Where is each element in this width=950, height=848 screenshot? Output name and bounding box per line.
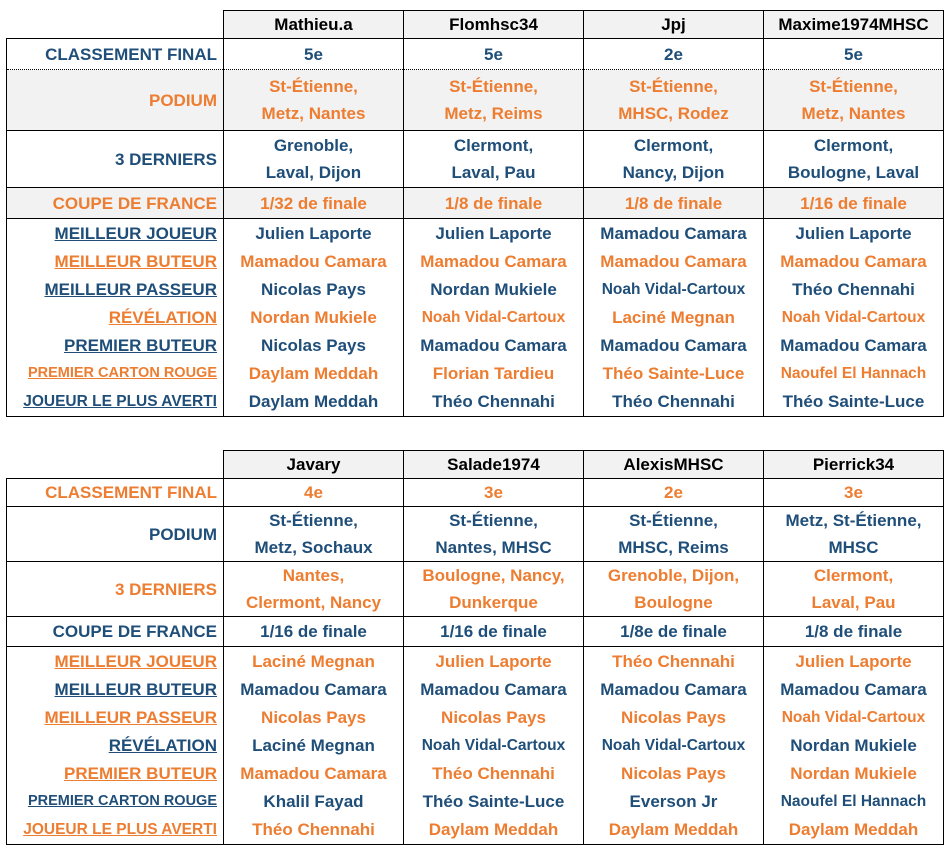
cell: Théo Chennahi — [404, 388, 584, 417]
cell: Mamadou Camara — [404, 332, 584, 360]
cell-line: Boulogne, Nancy, — [422, 566, 565, 585]
cell — [224, 70, 404, 131]
cell: Théo Chennahi — [404, 760, 584, 788]
cell: Daylam Meddah — [764, 816, 944, 845]
cell: 3e — [764, 479, 944, 507]
cell: Mamadou Camara — [764, 676, 944, 704]
cell: Noah Vidal-Cartoux — [404, 732, 584, 760]
cell: Everson Jr — [584, 788, 764, 816]
cell: Nordan Mukiele — [764, 732, 944, 760]
cell: Théo Sainte-Luce — [584, 360, 764, 388]
row-label: PODIUM — [7, 70, 224, 131]
cell: Théo Chennahi — [764, 276, 944, 304]
cell: Daylam Meddah — [224, 388, 404, 417]
cell — [764, 70, 944, 131]
row-label: MEILLEUR JOUEUR — [7, 647, 224, 676]
row-revelation — [7, 304, 944, 332]
cell: Nicolas Pays — [404, 704, 584, 732]
cell — [764, 131, 944, 188]
row-coupe — [7, 188, 944, 219]
cell-line: Metz, Sochaux — [254, 538, 373, 557]
cell: 4e — [224, 479, 404, 507]
cell-line: Nantes, — [282, 566, 345, 585]
cell: Julien Laporte — [404, 219, 584, 248]
row-premier-carton-rouge — [7, 788, 944, 816]
row-coupe — [7, 617, 944, 647]
row-label: JOUEUR LE PLUS AVERTI — [7, 816, 224, 845]
row-classement — [7, 479, 944, 507]
cell-line: Grenoble, — [273, 136, 354, 155]
cell: 1/16 de finale — [404, 617, 584, 647]
cell — [584, 507, 764, 562]
cell: Daylam Meddah — [404, 816, 584, 845]
cell: Mamadou Camara — [584, 676, 764, 704]
cell: Théo Sainte-Luce — [764, 388, 944, 417]
cell — [764, 507, 944, 562]
row-label: PREMIER CARTON ROUGE — [7, 788, 224, 816]
row-label: MEILLEUR PASSEUR — [7, 704, 224, 732]
cell: Julien Laporte — [764, 219, 944, 248]
cell: Mamadou Camara — [764, 332, 944, 360]
cell: Noah Vidal-Cartoux — [764, 304, 944, 332]
corner-cell — [7, 11, 224, 39]
cell: 2e — [584, 39, 764, 70]
cell-line: St-Étienne, — [269, 511, 358, 530]
row-podium — [7, 507, 944, 562]
cell: Mamadou Camara — [584, 248, 764, 276]
player-name: Mathieu.a — [224, 11, 404, 39]
cell: Mamadou Camara — [404, 248, 584, 276]
cell — [764, 562, 944, 617]
cell-line: Nantes, MHSC — [435, 538, 552, 557]
row-joueur-plus-averti — [7, 388, 944, 417]
cell — [584, 131, 764, 188]
cell: Mamadou Camara — [584, 219, 764, 248]
cell-line: Boulogne, Laval — [787, 163, 920, 182]
cell-line: MHSC, Reims — [618, 538, 729, 557]
cell: Théo Chennahi — [584, 388, 764, 417]
player-name: Maxime1974MHSC — [764, 11, 944, 39]
cell: Laciné Megnan — [584, 304, 764, 332]
row-label: MEILLEUR PASSEUR — [7, 276, 224, 304]
cell: Laciné Megnan — [224, 732, 404, 760]
cell-line: Clermont, — [453, 136, 534, 155]
cell-line: St-Étienne, — [449, 77, 538, 96]
cell: Nicolas Pays — [584, 704, 764, 732]
cell: Mamadou Camara — [584, 332, 764, 360]
row-revelation — [7, 732, 944, 760]
cell: Khalil Fayad — [224, 788, 404, 816]
cell: 5e — [404, 39, 584, 70]
row-meilleur-passeur — [7, 276, 944, 304]
cell: 1/8e de finale — [584, 617, 764, 647]
row-label: MEILLEUR BUTEUR — [7, 676, 224, 704]
cell-line: Clermont, Nancy — [245, 593, 382, 612]
cell: Daylam Meddah — [584, 816, 764, 845]
player-name: Javary — [224, 451, 404, 479]
cell — [404, 70, 584, 131]
cell-line: Laval, Pau — [811, 593, 896, 612]
cell-line: Laval, Pau — [451, 163, 536, 182]
header-row — [7, 451, 944, 479]
cell: Nicolas Pays — [584, 760, 764, 788]
row-joueur-plus-averti — [7, 816, 944, 845]
row-meilleur-joueur — [7, 219, 944, 248]
cell: 1/8 de finale — [584, 188, 764, 219]
cell: Noah Vidal-Cartoux — [584, 732, 764, 760]
row-label: RÉVÉLATION — [7, 732, 224, 760]
cell — [224, 507, 404, 562]
cell — [224, 131, 404, 188]
cell: Noah Vidal-Cartoux — [584, 276, 764, 304]
row-meilleur-passeur — [7, 704, 944, 732]
row-label: COUPE DE FRANCE — [7, 617, 224, 647]
header-row — [7, 11, 944, 39]
corner-cell — [7, 451, 224, 479]
row-label: PODIUM — [7, 507, 224, 562]
row-label: 3 DERNIERS — [7, 562, 224, 617]
cell: Théo Chennahi — [224, 816, 404, 845]
player-name: Pierrick34 — [764, 451, 944, 479]
cell: Nordan Mukiele — [404, 276, 584, 304]
cell-line: St-Étienne, — [809, 77, 898, 96]
row-derniers — [7, 562, 944, 617]
cell — [404, 507, 584, 562]
cell: Mamadou Camara — [224, 248, 404, 276]
cell-line: Clermont, — [813, 136, 894, 155]
cell — [224, 562, 404, 617]
cell: Mamadou Camara — [404, 676, 584, 704]
cell-line: Dunkerque — [449, 593, 538, 612]
prediction-table-1 — [6, 10, 944, 417]
cell: Nordan Mukiele — [224, 304, 404, 332]
cell-line: Metz, St-Étienne, — [785, 511, 922, 530]
cell: Noah Vidal-Cartoux — [404, 304, 584, 332]
row-premier-carton-rouge — [7, 360, 944, 388]
row-derniers — [7, 131, 944, 188]
cell: Naoufel El Hannach — [764, 788, 944, 816]
cell — [584, 70, 764, 131]
row-label: RÉVÉLATION — [7, 304, 224, 332]
cell: Julien Laporte — [404, 647, 584, 676]
cell: Noah Vidal-Cartoux — [764, 704, 944, 732]
cell: Naoufel El Hannach — [764, 360, 944, 388]
cell: Julien Laporte — [764, 647, 944, 676]
row-label: PREMIER BUTEUR — [7, 332, 224, 360]
cell: 5e — [764, 39, 944, 70]
row-label: MEILLEUR JOUEUR — [7, 219, 224, 248]
cell — [584, 562, 764, 617]
player-name: Salade1974 — [404, 451, 584, 479]
row-premier-buteur — [7, 760, 944, 788]
player-name: Flomhsc34 — [404, 11, 584, 39]
row-label: PREMIER CARTON ROUGE — [7, 360, 224, 388]
row-label: CLASSEMENT FINAL — [7, 479, 224, 507]
cell: Mamadou Camara — [224, 676, 404, 704]
row-premier-buteur — [7, 332, 944, 360]
cell-line: Metz, Nantes — [261, 104, 366, 123]
row-label: COUPE DE FRANCE — [7, 188, 224, 219]
cell: 1/16 de finale — [764, 188, 944, 219]
cell-line: MHSC, Rodez — [618, 104, 729, 123]
cell: Daylam Meddah — [224, 360, 404, 388]
cell: 2e — [584, 479, 764, 507]
row-podium — [7, 70, 944, 131]
cell-line: St-Étienne, — [629, 511, 718, 530]
cell: 5e — [224, 39, 404, 70]
cell: Nordan Mukiele — [764, 760, 944, 788]
cell: 3e — [404, 479, 584, 507]
cell-line: Grenoble, Dijon, — [607, 566, 740, 585]
cell: Florian Tardieu — [404, 360, 584, 388]
row-label: PREMIER BUTEUR — [7, 760, 224, 788]
player-name: AlexisMHSC — [584, 451, 764, 479]
cell: Laciné Megnan — [224, 647, 404, 676]
cell: Julien Laporte — [224, 219, 404, 248]
row-label: CLASSEMENT FINAL — [7, 39, 224, 70]
row-meilleur-buteur — [7, 676, 944, 704]
row-classement — [7, 39, 944, 70]
cell-line: Boulogne — [634, 593, 713, 612]
cell: Nicolas Pays — [224, 704, 404, 732]
cell: Théo Sainte-Luce — [404, 788, 584, 816]
cell-line: Laval, Dijon — [265, 163, 362, 182]
cell-line: St-Étienne, — [269, 77, 358, 96]
row-label: JOUEUR LE PLUS AVERTI — [7, 388, 224, 417]
cell-line: Clermont, — [633, 136, 714, 155]
cell: Mamadou Camara — [224, 760, 404, 788]
cell-line: Metz, Reims — [444, 104, 543, 123]
cell: Mamadou Camara — [764, 248, 944, 276]
cell — [404, 131, 584, 188]
cell: Théo Chennahi — [584, 647, 764, 676]
cell — [404, 562, 584, 617]
cell: Nicolas Pays — [224, 276, 404, 304]
cell-line: St-Étienne, — [449, 511, 538, 530]
cell: 1/8 de finale — [404, 188, 584, 219]
row-meilleur-buteur — [7, 248, 944, 276]
cell: 1/16 de finale — [224, 617, 404, 647]
cell-line: St-Étienne, — [629, 77, 718, 96]
player-name: Jpj — [584, 11, 764, 39]
cell: Nicolas Pays — [224, 332, 404, 360]
row-meilleur-joueur — [7, 647, 944, 676]
cell-line: Nancy, Dijon — [622, 163, 725, 182]
cell-line: MHSC — [828, 538, 879, 557]
cell: 1/32 de finale — [224, 188, 404, 219]
cell: 1/8 de finale — [764, 617, 944, 647]
prediction-table-2 — [6, 450, 944, 845]
row-label: 3 DERNIERS — [7, 131, 224, 188]
row-label: MEILLEUR BUTEUR — [7, 248, 224, 276]
cell-line: Clermont, — [813, 566, 894, 585]
cell-line: Metz, Nantes — [801, 104, 906, 123]
